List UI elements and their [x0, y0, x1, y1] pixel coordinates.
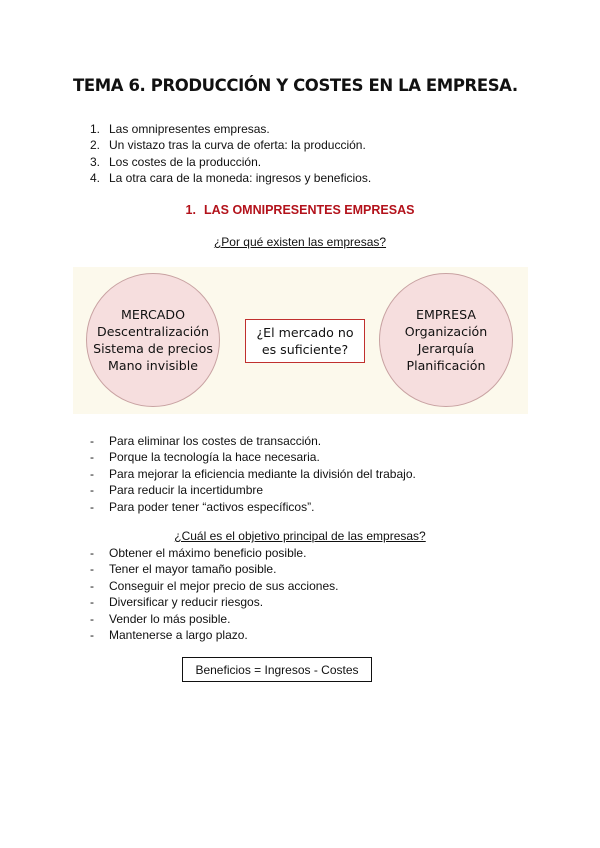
- circle-label: Sistema de precios: [93, 341, 213, 356]
- objectives-list: [90, 545, 338, 643]
- list-item: - Tener el mayor tamaño posible.: [90, 562, 277, 577]
- circle-label: Organización: [404, 324, 488, 339]
- center-question-box: [245, 319, 365, 363]
- circle-label: Mano invisible: [107, 358, 198, 373]
- list-item: - Mantenerse a largo plazo.: [90, 628, 248, 643]
- list-item: - Para eliminar los costes de transacción.: [90, 434, 322, 448]
- page-title: TEMA 6. PRODUCCIÓN Y COSTES EN LA EMPRESA.: [73, 76, 518, 95]
- toc-text: La otra cara de la moneda: ingresos y beneficios.: [109, 171, 372, 186]
- list-item: - Para poder tener “activos específicos”.: [90, 499, 315, 514]
- circle-label: Descentralización: [97, 324, 209, 339]
- toc-number: 4.: [90, 171, 101, 186]
- toc-number: 1.: [90, 122, 101, 136]
- circle-label: Planificación: [406, 358, 486, 373]
- list-item: - Vender lo más posible.: [90, 611, 231, 626]
- market-circle: [86, 273, 220, 407]
- toc-text: Las omnipresentes empresas.: [109, 122, 270, 136]
- toc-item: [90, 154, 371, 170]
- table-of-contents: [90, 121, 371, 187]
- list-item: - Para mejorar la eficiencia mediante la división del trabajo.: [90, 466, 416, 481]
- toc-text: Un vistazo tras la curva de oferta: la producción.: [109, 138, 366, 153]
- list-item: - Porque la tecnología la hace necesaria.: [90, 450, 320, 465]
- firm-circle: [379, 273, 513, 407]
- reasons-list: [90, 433, 416, 515]
- question-main-objective: ¿Cuál es el objetivo principal de las empresas?: [174, 529, 426, 543]
- section-number: 1.: [185, 203, 196, 217]
- list-item: - Diversificar y reducir riesgos.: [90, 595, 264, 610]
- circle-label: Jerarquía: [417, 341, 475, 356]
- profit-formula-box: Beneficios = Ingresos - Costes: [182, 657, 372, 682]
- toc-number: 2.: [90, 138, 101, 153]
- box-label: ¿El mercado no: [256, 325, 354, 340]
- section-title: LAS OMNIPRESENTES EMPRESAS: [203, 203, 415, 217]
- toc-text: Los costes de la producción.: [109, 154, 262, 169]
- list-item: - Para reducir la incertidumbre: [90, 483, 264, 498]
- circle-label: MERCADO: [121, 307, 185, 322]
- question-why-firms: ¿Por qué existen las empresas?: [213, 235, 387, 249]
- toc-number: 3.: [90, 154, 101, 169]
- market-vs-firm-diagram: [73, 267, 528, 414]
- toc-item: [90, 170, 371, 186]
- section-heading: [0, 203, 600, 217]
- box-label: es suficiente?: [261, 342, 349, 357]
- list-item: - Conseguir el mejor precio de sus acciones.: [90, 578, 339, 593]
- list-item: - Obtener el máximo beneficio posible.: [90, 546, 307, 560]
- toc-item: [90, 121, 371, 137]
- toc-item: [90, 137, 371, 153]
- circle-label: EMPRESA: [416, 307, 476, 322]
